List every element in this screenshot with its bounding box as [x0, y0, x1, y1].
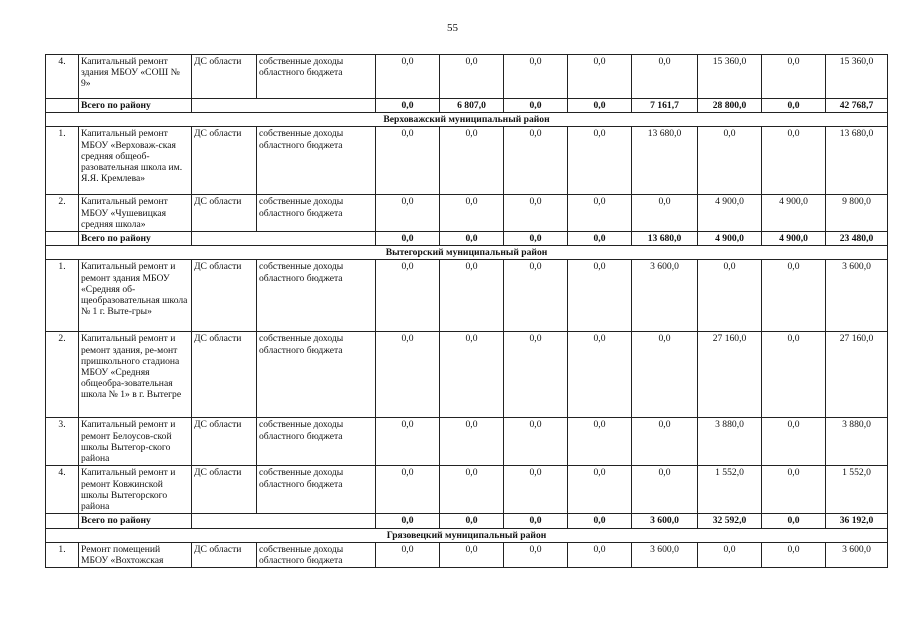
total-value-cell: 7 161,7: [632, 99, 698, 113]
value-cell: 1 552,0: [698, 466, 762, 514]
value-cell: 0,0: [632, 195, 698, 232]
value-cell: 15 360,0: [698, 55, 762, 99]
value-cell: 0,0: [376, 195, 440, 232]
row-number: 2.: [46, 195, 79, 232]
total-value-cell: 4 900,0: [698, 232, 762, 246]
table-row: [46, 260, 888, 332]
object-name: Ремонт помещений МБОУ «Вохтожская: [79, 542, 192, 567]
value-cell: 0,0: [440, 55, 504, 99]
total-value-cell: 28 800,0: [698, 99, 762, 113]
row-number: 1.: [46, 542, 79, 567]
total-value-cell: 23 480,0: [826, 232, 888, 246]
total-value-cell: 0,0: [568, 232, 632, 246]
value-cell: 0,0: [376, 466, 440, 514]
total-value-cell: 0,0: [762, 99, 826, 113]
funding-type: собственные доходы областного бюджета: [257, 466, 376, 514]
value-cell: 13 680,0: [632, 127, 698, 195]
value-cell: 0,0: [504, 542, 568, 567]
total-value-cell: 32 592,0: [698, 514, 762, 528]
total-value-cell: 0,0: [376, 514, 440, 528]
budget-table: [45, 54, 888, 568]
funding-type: собственные доходы областного бюджета: [257, 195, 376, 232]
value-cell: 0,0: [440, 542, 504, 567]
table-row: [46, 466, 888, 514]
row-number: 4.: [46, 466, 79, 514]
empty-cell: [192, 514, 376, 528]
empty-cell: [46, 232, 79, 246]
value-cell: 3 880,0: [826, 418, 888, 466]
district-header-row: [46, 113, 888, 127]
page-number: 55: [447, 22, 458, 34]
value-cell: 9 800,0: [826, 195, 888, 232]
value-cell: 0,0: [376, 127, 440, 195]
value-cell: 0,0: [698, 260, 762, 332]
row-number: 4.: [46, 55, 79, 99]
total-value-cell: 6 807,0: [440, 99, 504, 113]
funding-source: ДС области: [192, 55, 257, 99]
district-title: Грязовецкий муниципальный район: [46, 528, 888, 542]
value-cell: 15 360,0: [826, 55, 888, 99]
value-cell: 0,0: [632, 418, 698, 466]
value-cell: 0,0: [762, 127, 826, 195]
total-value-cell: 0,0: [762, 514, 826, 528]
value-cell: 0,0: [440, 332, 504, 418]
funding-type: собственные доходы областного бюджета: [257, 542, 376, 567]
total-value-cell: 4 900,0: [762, 232, 826, 246]
row-number: 1.: [46, 127, 79, 195]
total-value-cell: 3 600,0: [632, 514, 698, 528]
district-header-row: [46, 528, 888, 542]
row-number: 3.: [46, 418, 79, 466]
funding-source: ДС области: [192, 332, 257, 418]
value-cell: 0,0: [504, 466, 568, 514]
total-value-cell: 0,0: [376, 232, 440, 246]
funding-source: ДС области: [192, 127, 257, 195]
table-row: [46, 542, 888, 567]
funding-source: ДС области: [192, 418, 257, 466]
value-cell: 0,0: [762, 260, 826, 332]
value-cell: 3 600,0: [632, 542, 698, 567]
value-cell: 0,0: [440, 195, 504, 232]
district-title: Вытегорский муниципальный район: [46, 246, 888, 260]
total-value-cell: 0,0: [376, 99, 440, 113]
total-value-cell: 0,0: [504, 514, 568, 528]
value-cell: 0,0: [762, 55, 826, 99]
table-row: [46, 195, 888, 232]
value-cell: 0,0: [632, 466, 698, 514]
funding-type: собственные доходы областного бюджета: [257, 127, 376, 195]
object-name: Капитальный ремонт и ремонт здания МБОУ «Средняя об-щеобразовательная школа № 1 г. Выте-гры»: [79, 260, 192, 332]
value-cell: 0,0: [568, 542, 632, 567]
funding-source: ДС области: [192, 542, 257, 567]
value-cell: 0,0: [440, 466, 504, 514]
table-row: [46, 418, 888, 466]
value-cell: 0,0: [504, 332, 568, 418]
table-row: [46, 332, 888, 418]
object-name: Капитальный ремонт МБОУ «Чушевицкая средняя школа»: [79, 195, 192, 232]
total-label: Всего по району: [79, 232, 192, 246]
value-cell: 0,0: [568, 195, 632, 232]
value-cell: 4 900,0: [762, 195, 826, 232]
funding-source: ДС области: [192, 260, 257, 332]
value-cell: 0,0: [568, 466, 632, 514]
district-total-row: [46, 99, 888, 113]
funding-type: собственные доходы областного бюджета: [257, 260, 376, 332]
value-cell: 0,0: [440, 418, 504, 466]
value-cell: 3 600,0: [632, 260, 698, 332]
value-cell: 0,0: [376, 332, 440, 418]
funding-type: собственные доходы областного бюджета: [257, 55, 376, 99]
value-cell: 3 600,0: [826, 260, 888, 332]
total-value-cell: 13 680,0: [632, 232, 698, 246]
value-cell: 0,0: [762, 332, 826, 418]
value-cell: 1 552,0: [826, 466, 888, 514]
value-cell: 27 160,0: [698, 332, 762, 418]
empty-cell: [46, 99, 79, 113]
value-cell: 0,0: [698, 542, 762, 567]
value-cell: 0,0: [504, 260, 568, 332]
value-cell: 3 600,0: [826, 542, 888, 567]
value-cell: 0,0: [504, 418, 568, 466]
value-cell: 0,0: [440, 127, 504, 195]
district-header-row: [46, 246, 888, 260]
value-cell: 0,0: [762, 466, 826, 514]
value-cell: 4 900,0: [698, 195, 762, 232]
value-cell: 0,0: [376, 418, 440, 466]
district-title: Верховажский муниципальный район: [46, 113, 888, 127]
total-value-cell: 42 768,7: [826, 99, 888, 113]
empty-cell: [46, 514, 79, 528]
value-cell: 0,0: [568, 332, 632, 418]
value-cell: 0,0: [568, 418, 632, 466]
total-value-cell: 0,0: [568, 514, 632, 528]
funding-type: собственные доходы областного бюджета: [257, 418, 376, 466]
value-cell: 0,0: [504, 127, 568, 195]
total-value-cell: 0,0: [440, 514, 504, 528]
value-cell: 0,0: [568, 127, 632, 195]
total-value-cell: 0,0: [568, 99, 632, 113]
value-cell: 13 680,0: [826, 127, 888, 195]
value-cell: 0,0: [376, 260, 440, 332]
value-cell: 0,0: [376, 542, 440, 567]
value-cell: 0,0: [568, 55, 632, 99]
value-cell: 0,0: [376, 55, 440, 99]
value-cell: 0,0: [762, 418, 826, 466]
empty-cell: [192, 99, 376, 113]
value-cell: 0,0: [568, 260, 632, 332]
value-cell: 0,0: [698, 127, 762, 195]
district-total-row: [46, 514, 888, 528]
empty-cell: [192, 232, 376, 246]
row-number: 1.: [46, 260, 79, 332]
object-name: Капитальный ремонт и ремонт Ковжинской школы Вытегорского района: [79, 466, 192, 514]
total-value-cell: 36 192,0: [826, 514, 888, 528]
object-name: Капитальный ремонт МБОУ «Верховаж-ская средняя общеоб-разовательная школа им. Я.Я. Кремлева»: [79, 127, 192, 195]
funding-source: ДС области: [192, 195, 257, 232]
value-cell: 0,0: [632, 332, 698, 418]
value-cell: 0,0: [504, 55, 568, 99]
object-name: Капитальный ремонт и ремонт Белоусов-ской школы Вытегор-ского района: [79, 418, 192, 466]
total-value-cell: 0,0: [504, 99, 568, 113]
object-name: Капитальный ремонт и ремонт здания, ре-монт пришкольного стадиона МБОУ «Средняя общеобра-зовательная школа № 1» в г. Вытегре: [79, 332, 192, 418]
value-cell: 3 880,0: [698, 418, 762, 466]
table-row: [46, 127, 888, 195]
value-cell: 27 160,0: [826, 332, 888, 418]
total-label: Всего по району: [79, 99, 192, 113]
table-row: [46, 55, 888, 99]
row-number: 2.: [46, 332, 79, 418]
total-value-cell: 0,0: [440, 232, 504, 246]
value-cell: 0,0: [762, 542, 826, 567]
district-total-row: [46, 232, 888, 246]
object-name: Капитальный ремонт здания МБОУ «СОШ № 9»: [79, 55, 192, 99]
value-cell: 0,0: [632, 55, 698, 99]
total-value-cell: 0,0: [504, 232, 568, 246]
value-cell: 0,0: [440, 260, 504, 332]
value-cell: 0,0: [504, 195, 568, 232]
total-label: Всего по району: [79, 514, 192, 528]
funding-type: собственные доходы областного бюджета: [257, 332, 376, 418]
funding-source: ДС области: [192, 466, 257, 514]
